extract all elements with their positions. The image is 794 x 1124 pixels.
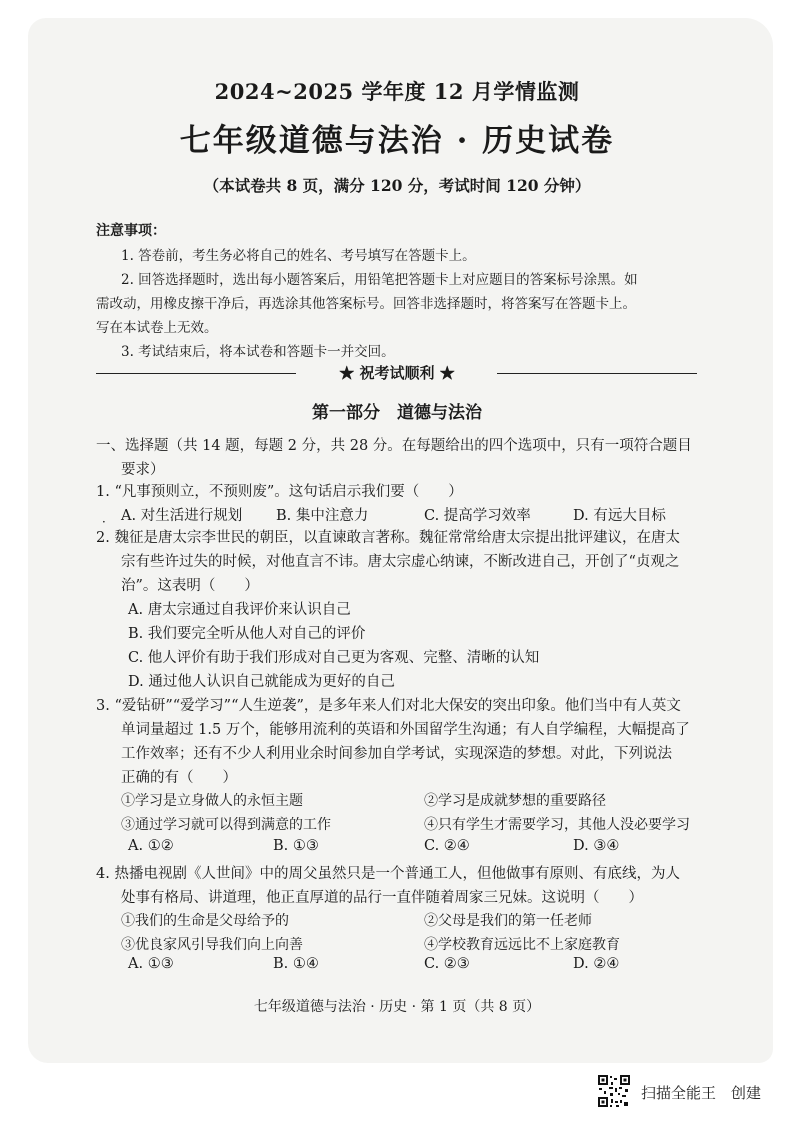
q3-statement-3: ③通过学习就可以得到满意的工作 [121, 817, 331, 833]
question-3-stem: 3. “爱钻研”“爱学习”“人生逆袭”，是多年来人们对北大保安的突出印象。他们当中有人英文 [96, 698, 681, 714]
part-intro-line: 要求） [121, 462, 165, 478]
q3-statement-2: ②学习是成就梦想的重要路径 [424, 793, 606, 809]
q3-statement-4: ④只有学生才需要学习，其他人没必要学习 [424, 817, 690, 833]
notice-line: 需改动，用橡皮擦干净后，再选涂其他答案标号。回答非选择题时，将答案写在答题卡上。 [96, 296, 636, 312]
question-1-stem: 1. “凡事预则立，不预则废”。这句话启示我们要（ ） [96, 484, 463, 500]
scanner-brand: 扫描全能王 创建 [641, 1084, 762, 1102]
notice-title: 注意事项： [96, 223, 166, 239]
part-intro-line: 一、选择题（共 14 题，每题 2 分，共 28 分。在每题给出的四个选项中，只有一项符合题目 [96, 438, 692, 454]
q4-option-c: C. ②③ [424, 956, 470, 972]
notice-line: 写在本试卷上无效。 [96, 320, 218, 336]
question-4-stem: 4. 热播电视剧《人世间》中的周父虽然只是一个普通工人，但他做事有原则、有底线，为人 [96, 866, 680, 882]
q4-option-a: A. ①③ [128, 956, 174, 972]
q4-statement-3: ③优良家风引导我们向上向善 [121, 937, 303, 953]
notice-line: 1. 答卷前，考生务必将自己的姓名、考号填写在答题卡上。 [121, 248, 476, 264]
qr-code-icon [597, 1074, 631, 1108]
question-2-stem: 治”。这表明（ ） [121, 578, 259, 594]
q1-option-b: B. 集中注意力 [276, 508, 369, 524]
q3-option-c: C. ②④ [424, 838, 470, 854]
q2-option-b: B. 我们要完全听从他人对自己的评价 [128, 626, 366, 642]
q1-option-a: A. 对生活进行规划 [121, 508, 243, 524]
q3-option-a: A. ①② [128, 838, 174, 854]
q4-statement-1: ①我们的生命是父母给予的 [121, 913, 289, 929]
question-2-stem: 宗有些许过失的时候，对他直言不讳。唐太宗虚心纳谏，不断改进自己，开创了“贞观之 [121, 554, 680, 570]
q3-statement-1: ①学习是立身做人的永恒主题 [121, 793, 303, 809]
q1-option-c: C. 提高学习效率 [424, 508, 531, 524]
exam-header-date: 2024~2025 学年度 12 月学情监测 [214, 79, 580, 104]
question-4-stem: 处事有格局、讲道理，他正直厚道的品行一直伴随着周家三兄妹。这说明（ ） [121, 890, 643, 906]
question-3-stem: 正确的有（ ） [121, 770, 237, 786]
q4-statement-4: ④学校教育远远比不上家庭教育 [424, 937, 620, 953]
q2-option-c: C. 他人评价有助于我们形成对自己更为客观、完整、清晰的认知 [128, 650, 540, 666]
q4-statement-2: ②父母是我们的第一任老师 [424, 913, 592, 929]
q2-option-a: A. 唐太宗通过自我评价来认识自己 [128, 602, 351, 618]
notice-line: 2. 回答选择题时，选出每小题答案后，用铅笔把答题卡上对应题目的答案标号涂黑。如 [121, 272, 638, 288]
q4-option-b: B. ①④ [273, 956, 319, 972]
q1-option-d: D. 有远大目标 [573, 508, 666, 524]
blessing: ★ 祝考试顺利 ★ [339, 364, 455, 382]
q3-option-b: B. ①③ [273, 838, 319, 854]
question-3-stem: 单词量超过 1.5 万个，能够用流利的英语和外国留学生沟通；有人自学编程，大幅提高了 [121, 722, 690, 738]
q3-option-d: D. ③④ [573, 838, 620, 854]
page-footer: 七年级道德与法治 · 历史 · 第 1 页（共 8 页） [253, 999, 541, 1015]
q2-option-d: D. 通过他人认识自己就能成为更好的自己 [128, 674, 395, 690]
exam-info: （本试卷共 8 页，满分 120 分，考试时间 120 分钟） [203, 176, 591, 195]
notice-line: 3. 考试结束后，将本试卷和答题卡一并交回。 [121, 344, 395, 360]
stray-mark: ． [102, 511, 115, 525]
q4-option-d: D. ②④ [573, 956, 620, 972]
question-3-stem: 工作效率；还有不少人利用业余时间参加自学考试，实现深造的梦想。对此，下列说法 [121, 746, 672, 762]
section-title: 第一部分 道德与法治 [312, 403, 482, 423]
question-2-stem: 2. 魏征是唐太宗李世民的朝臣，以直谏敢言著称。魏征常常给唐太宗提出批评建议，在唐太 [96, 530, 680, 546]
exam-title: 七年级道德与法治 · 历史试卷 [179, 123, 615, 159]
